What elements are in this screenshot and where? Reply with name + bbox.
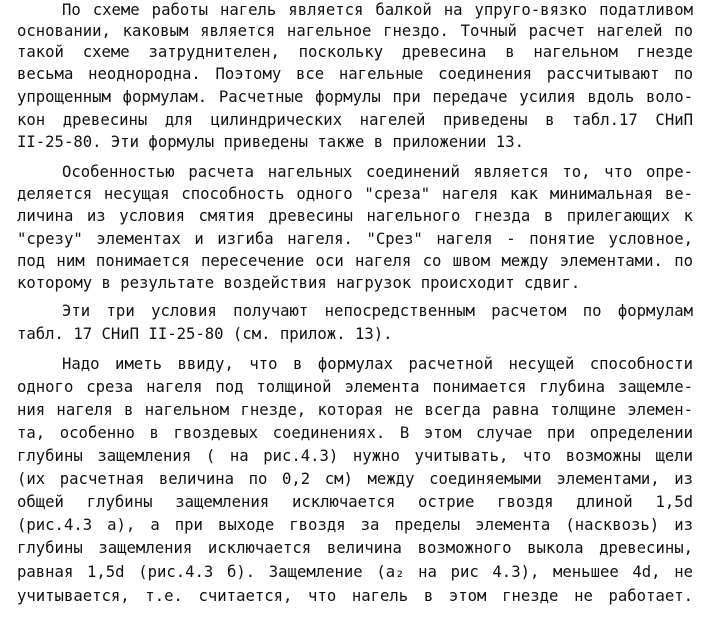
text-line: равная 1,5d (рис.4.3 б). Защемление (a₂ на рис 4.3), меньшее 4d, не: [17, 563, 693, 581]
text-line: та, особенно в гвоздевых соединениях. В этом случае при определении: [17, 424, 693, 442]
text-line: весьма неоднородна. Поэтому все нагельные соединения рассчитывают по: [17, 65, 693, 83]
text-line: кон древесины для цилиндрических нагелей приведены в табл.17 СНиП: [17, 111, 693, 129]
text-line: (их расчетная величина по 0,2 см) между соединяемыми элементами, из: [17, 470, 693, 488]
text-line: под ним понимается пересечение оси нагеля со швом между элементами. по: [17, 252, 693, 270]
text-line: личина из условия смятия древесины нагельного гнезда в прилегающих к: [17, 207, 693, 225]
text-line: учитывается, т.е. считается, что нагель в этом гнезде не работает.: [17, 587, 693, 605]
text-line: глубины защемления исключается величина возможного выкола древесины,: [17, 539, 693, 557]
text-line: упрощенным формулам. Расчетные формулы при передаче усилия вдоль воло-: [17, 88, 693, 106]
text-line: которому в результате воздействия нагрузок происходит сдвиг.: [17, 274, 581, 292]
text-line: ния нагеля в нагельном гнезде, которая не всегда равна толщине элемен-: [17, 401, 693, 419]
text-line: основании, каковым является нагельное гнездо. Точный расчет нагелей по: [17, 22, 693, 40]
text-line: такой схеме затруднителен, поскольку древесина в нагельном гнезде: [17, 43, 693, 61]
text-line: Особенностью расчета нагельных соединений является то, что опре-: [62, 163, 693, 181]
text-line: глубины защемления ( на рис.4.3) нужно учитывать, что возможны щели: [17, 447, 693, 465]
text-line: "срезу" элементах и изгиба нагеля. "Срез" нагеля - понятие условное,: [17, 230, 693, 248]
text-line: деляется несущая способность одного "среза" нагеля как минимальная ве-: [17, 185, 693, 203]
text-line: Эти три условия получают непосредственным расчетом по формулам: [62, 302, 693, 320]
text-line: (рис.4.3 а), а при выходе гвоздя за пределы элемента (насквозь) из: [17, 516, 693, 534]
text-line: II-25-80. Эти формулы приведены также в приложении 13.: [17, 133, 524, 151]
text-line: одного среза нагеля под толщиной элемента понимается глубина защемле-: [17, 378, 693, 396]
text-line: Надо иметь ввиду, что в формулах расчетной несущей способности: [62, 355, 693, 373]
text-line: общей глубины защемления исключается острие гвоздя длиной 1,5d: [17, 493, 693, 511]
text-line: табл. 17 СНиП II-25-80 (см. прилож. 13).: [17, 325, 393, 343]
text-line: По схеме работы нагель является балкой на упруго-вязко податливом: [62, 1, 693, 19]
